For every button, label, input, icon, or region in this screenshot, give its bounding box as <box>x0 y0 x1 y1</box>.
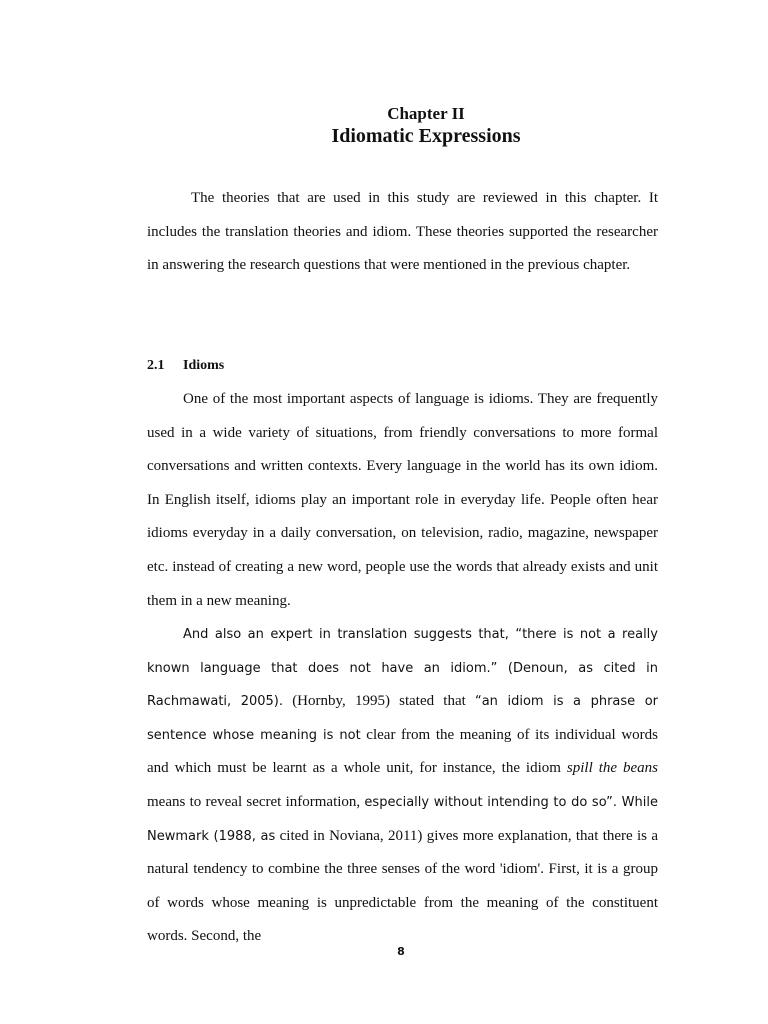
body-paragraph-2 <box>147 618 658 954</box>
section-number: 2.1 <box>147 358 165 373</box>
hornby-quote-start: “an idiom is a phrase or sentence whose meaning is not <box>147 694 659 743</box>
chapter-label: Chapter II <box>387 104 465 123</box>
page-number: 8 <box>397 945 405 958</box>
hornby-citation: (Hornby, 1995) stated that <box>283 693 475 710</box>
body-paragraph-1: One of the most important aspects of language is idioms. They are frequently used in a wide variety of situations, from friendly conversations to more formal conversations and written contexts. Every language in the world has its own idiom. In English itself, idioms play an important role in everyday life. People often hear idioms everyday in a daily conversation, on television, radio, magazine, newspaper etc. instead of creating a new word, people use the words that already exists and unit them in a new meaning. <box>147 391 658 609</box>
hornby-quote-end: especially without intending to do so”. While Newmark (1988, as <box>147 794 658 844</box>
idiom-meaning: means to reveal secret information, <box>147 793 365 810</box>
intro-paragraph: The theories that are used in this study are reviewed in this chapter. It includes the translation theories and idiom. These theories supported the researcher in answering the research questions that were mentioned in the previous chapter. <box>147 190 658 274</box>
section-heading <box>147 356 224 376</box>
idiom-example: spill the beans <box>566 760 658 777</box>
section-title: Idioms <box>183 358 225 373</box>
newmark-explanation: cited in Noviana, 2011) gives more explanation, that there is a natural tendency to combine the three senses of the word 'idiom'. First, it is a group of words whose meaning is unpredictable from the meaning of the constituent words. Second, the <box>147 827 658 945</box>
chapter-title: Idiomatic Expressions <box>331 125 521 147</box>
hornby-quote-body: clear from the meaning of its individual words and which must be learnt as a whole unit, for instance, the idiom <box>147 726 658 777</box>
expert-quote: And also an expert in translation suggests that, “there is not a really known language that does not have an idiom.” (Denoun, as cited in Rachmawati, 2005). <box>147 627 658 710</box>
